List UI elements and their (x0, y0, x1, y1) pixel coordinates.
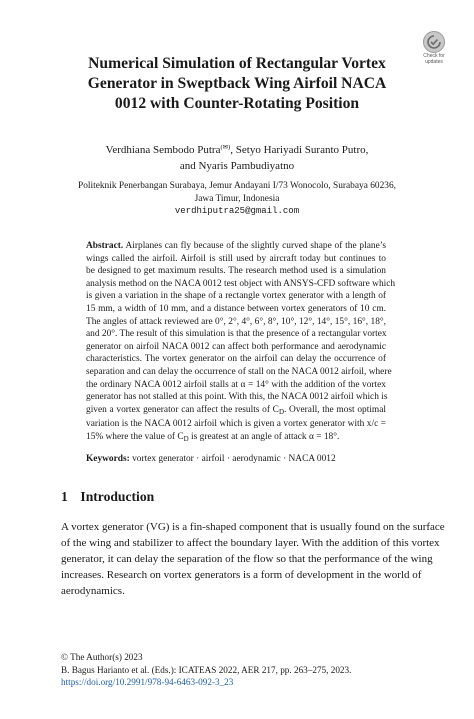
check-for-updates-badge[interactable] (418, 31, 450, 65)
copyright: © The Author(s) 2023 (61, 652, 143, 662)
abstract-line: 15 mm, a width of 10 mm, and a distance between vortex generators of 10 cm. (86, 303, 386, 314)
section-number: 1 (61, 489, 68, 504)
title-line-1: Numerical Simulation of Rectangular Vortex (88, 55, 386, 72)
abstract-line: variation is the NACA 0012 airfoil which is given a vortex generator with x/c = (86, 419, 386, 430)
corresponding-author-mail-icon[interactable]: (✉) (220, 144, 231, 151)
body-line: generator, it can delay the separation of the flow so that the performance of the wing (61, 553, 433, 565)
citation: B. Bagus Harianto et al. (Eds.): ICATEAS 2022, AER 217, pp. 263–275, 2023. (61, 664, 352, 675)
title-line-2: Generator in Sweptback Wing Airfoil NACA (87, 75, 387, 92)
body-line: increases. Research on vortex generators is a form of development in the world of (61, 569, 422, 581)
author-email[interactable]: verdhiputra25@gmail.com (174, 206, 300, 217)
abstract-label: Abstract. (86, 241, 124, 251)
section-heading (61, 489, 154, 505)
abstract-line: and 20°. The result of this simulation is that the presence of a rectangular vortex (86, 329, 387, 340)
badge-line-2: updates (425, 58, 443, 65)
abstract-line: Abstract. Airplanes can fly because of the slightly curved shape of the plane’s (86, 241, 386, 251)
author-list (60, 140, 414, 174)
body-paragraph (61, 519, 445, 599)
affiliation-line-1: Politeknik Penerbangan Surabaya, Jemur Andayani I/73 Wonocolo, Surabaya 60236, (77, 181, 396, 191)
abstract (86, 240, 396, 446)
section-title: Introduction (80, 489, 155, 504)
affiliation-line-2: Jawa Timur, Indonesia (194, 193, 280, 204)
abstract-line: is given a variation in the shape of a rectangle vortex generator with a length of (86, 291, 386, 302)
abstract-line: generator has not stalled at this point. With this, the NACA 0012 airfoil which is (86, 392, 388, 403)
abstract-line: the ordinary NACA 0012 airfoil stalls at α = 14° with the addition of the vortex (86, 379, 386, 390)
abstract-line: be designed to get maximum results. The research method used is a simulation (86, 266, 386, 277)
badge-line-1: Check for (423, 53, 445, 59)
paper-title (60, 54, 414, 114)
keywords-text: vortex generator · airfoil · aerodynamic · NACA 0012 (129, 454, 336, 464)
abstract-line: given a vortex generator can affect the results of $C_D$. Overall, the most optimal (86, 404, 386, 416)
body-line: of the wing and stabilizer to affect the boundary layer. With the addition of this vortex (61, 537, 440, 549)
abstract-line: wings called the airfoil. Airfoil is still used by aircraft today but continues to (86, 253, 386, 264)
abstract-line: characteristics. The vortex generator on the airfoil can delay the occurrence of (86, 354, 386, 365)
body-line: A vortex generator (VG) is a fin-shaped component that is usually found on the surface (61, 521, 445, 533)
keywords (86, 453, 386, 466)
doi-link[interactable]: https://doi.org/10.2991/978-94-6463-092-3_23 (61, 677, 234, 688)
abstract-line: analysis method on the NACA 0012 test object with ANSYS-CFD software which (86, 278, 396, 289)
abstract-line: 15% where the value of $C_D$ is greatest at an angle of attack α = 18°. (86, 431, 340, 443)
affiliation (60, 180, 414, 218)
author-3: and Nyaris Pambudiyatno (179, 160, 295, 172)
check-for-updates-icon (423, 31, 445, 53)
abstract-line: separation and can delay the occurrence of stall on the NACA 0012 airfoil, where (86, 366, 392, 377)
title-line-3: 0012 with Counter-Rotating Position (114, 95, 360, 112)
keywords-label: Keywords: (86, 454, 130, 464)
footer (61, 651, 351, 689)
author-2: , Setyo Hariyadi Suranto Putro, (230, 144, 369, 156)
abstract-line: The angles of attack reviewed are 0°, 2°, 4°, 6°, 8°, 10°, 12°, 14°, 15°, 16°, 18°, (86, 316, 386, 327)
abstract-line: generator on airfoil NACA 0012 can affect both performance and aerodynamic (86, 341, 386, 352)
author-1[interactable]: Verdhiana Sembodo Putra (105, 144, 221, 156)
body-line: aerodynamics. (61, 585, 125, 597)
